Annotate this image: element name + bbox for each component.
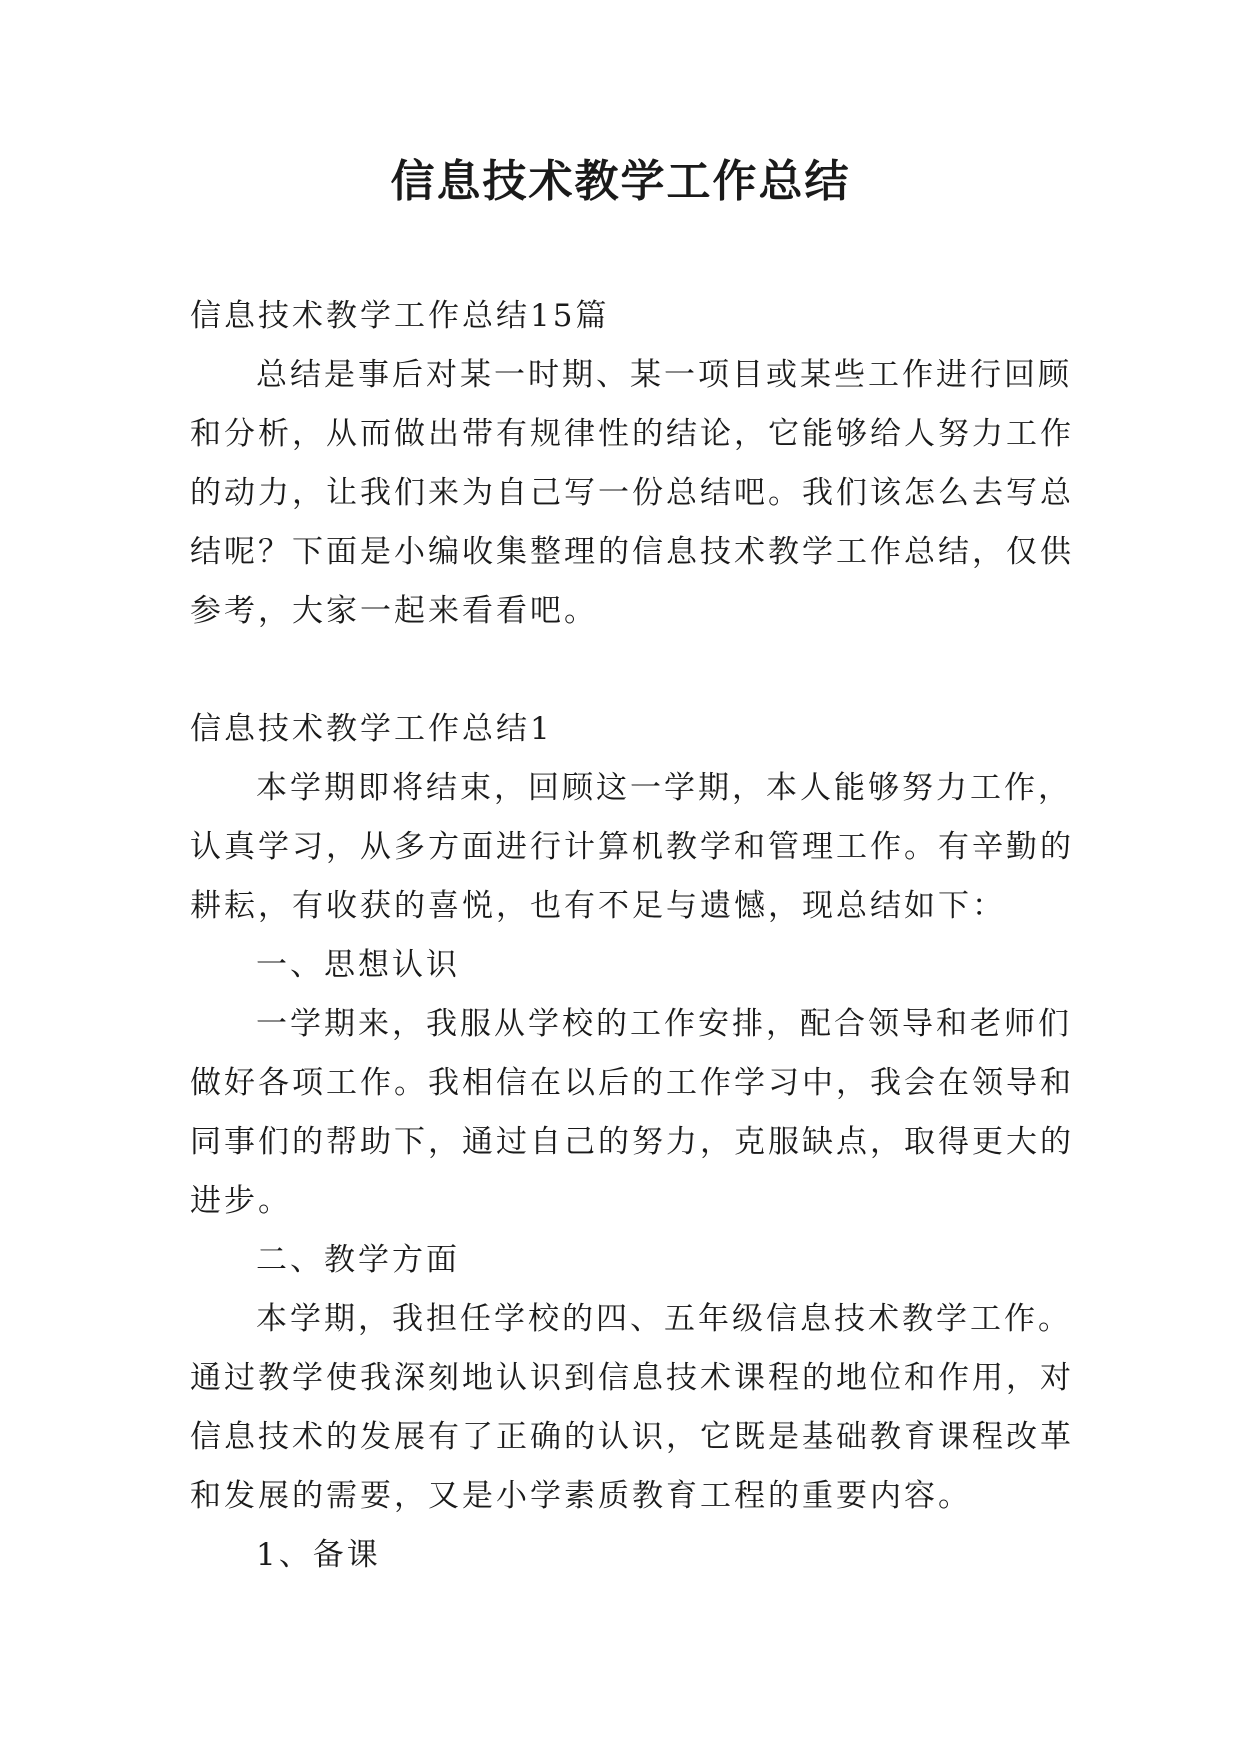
body-paragraph-line: 同事们的帮助下，通过自己的努力，克服缺点，取得更大的: [190, 1124, 1074, 1160]
body-paragraph-line: 一学期来，我服从学校的工作安排，配合领导和老师们: [256, 1006, 1072, 1042]
body-paragraph-line: 认真学习，从多方面进行计算机教学和管理工作。有辛勤的: [190, 829, 1074, 865]
intro-paragraph-line: 总结是事后对某一时期、某一项目或某些工作进行回顾: [256, 357, 1072, 393]
body-paragraph-line: 和发展的需要，又是小学素质教育工程的重要内容。: [190, 1478, 972, 1514]
body-paragraph-line: 本学期即将结束，回顾这一学期，本人能够努力工作，: [256, 770, 1072, 806]
intro-paragraph-line: 的动力，让我们来为自己写一份总结吧。我们该怎么去写总: [190, 475, 1074, 511]
document-title: 信息技术教学工作总结: [390, 156, 851, 207]
body-paragraph-line: 耕耘，有收获的喜悦，也有不足与遗憾，现总结如下：: [190, 888, 1006, 924]
body-paragraph-line: 通过教学使我深刻地认识到信息技术课程的地位和作用，对: [190, 1360, 1074, 1396]
body-paragraph-line: 进步。: [190, 1183, 292, 1219]
document-body: [190, 287, 1074, 1585]
intro-paragraph-line: 结呢？下面是小编收集整理的信息技术教学工作总结，仅供: [190, 534, 1074, 570]
subheading-lesson-prep: 1、备课: [256, 1537, 381, 1573]
section-heading: 信息技术教学工作总结1: [190, 711, 553, 747]
collection-heading: 信息技术教学工作总结15篇: [190, 298, 610, 334]
body-paragraph-line: 信息技术的发展有了正确的认识，它既是基础教育课程改革: [190, 1419, 1074, 1455]
intro-paragraph-line: 和分析，从而做出带有规律性的结论，它能够给人努力工作: [190, 416, 1074, 452]
body-paragraph-line: 本学期，我担任学校的四、五年级信息技术教学工作。: [256, 1301, 1072, 1337]
body-paragraph-line: 做好各项工作。我相信在以后的工作学习中，我会在领导和: [190, 1065, 1074, 1101]
intro-paragraph-line: 参考，大家一起来看看吧。: [190, 593, 598, 629]
paragraph-gap: [190, 641, 1050, 700]
subheading-teaching: 二、教学方面: [256, 1242, 460, 1278]
subheading-thoughts: 一、思想认识: [256, 947, 460, 983]
